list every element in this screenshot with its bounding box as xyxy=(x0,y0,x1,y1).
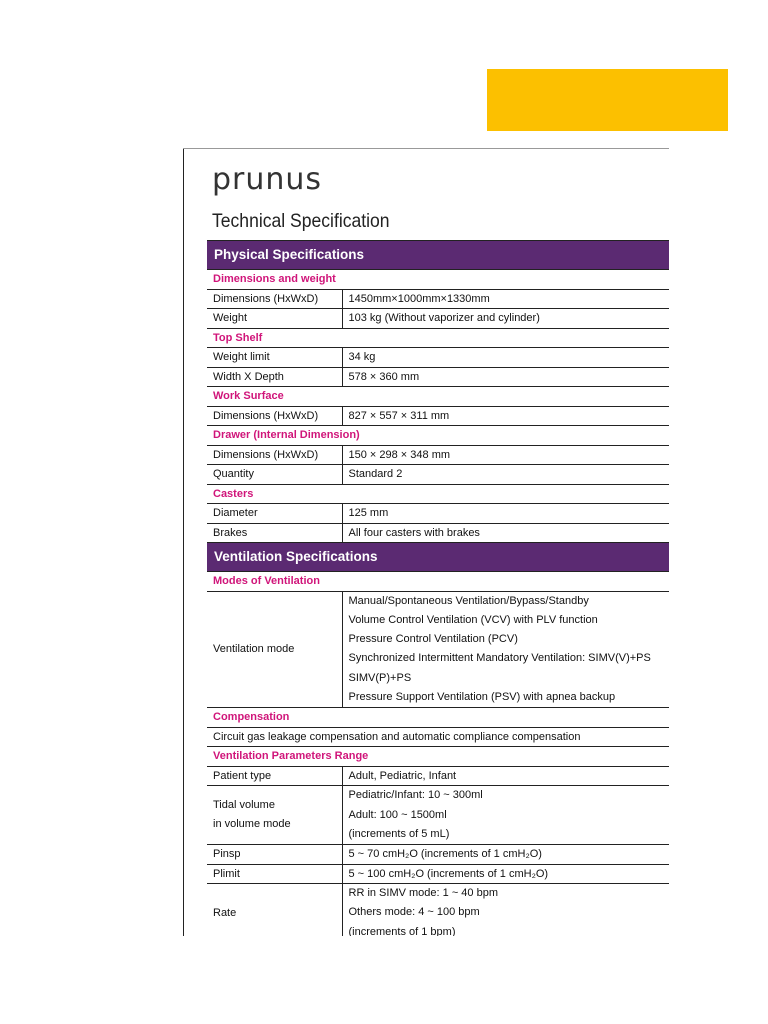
spec-value: 125 mm xyxy=(342,504,669,524)
spec-value xyxy=(342,591,669,708)
spec-value xyxy=(342,884,669,936)
section-header xyxy=(207,543,669,572)
spec-label: Plimit xyxy=(207,864,342,884)
table-row xyxy=(207,845,669,865)
spec-value: 150 × 298 × 348 mm xyxy=(342,445,669,465)
spec-value-line: RR in SIMV mode: 1 ~ 40 bpm xyxy=(348,887,498,900)
spec-value: 5 ~ 70 cmH₂O (increments of 1 cmH₂O) xyxy=(342,845,669,865)
table-row xyxy=(207,348,669,368)
spec-value-line: Pediatric/Infant: 10 ~ 300ml xyxy=(348,789,483,802)
table-row xyxy=(207,289,669,309)
group-title: Dimensions and weight xyxy=(207,270,669,290)
spec-value: Standard 2 xyxy=(342,465,669,485)
spec-label: Dimensions (HxWxD) xyxy=(207,445,342,465)
spec-label: Width X Depth xyxy=(207,367,342,387)
spec-table xyxy=(207,240,669,936)
spec-value-line: Pressure Control Ventilation (PCV) xyxy=(348,633,518,646)
group-title: Work Surface xyxy=(207,387,669,407)
table-row xyxy=(207,406,669,426)
spec-label: Diameter xyxy=(207,504,342,524)
full-width-row xyxy=(207,727,669,747)
table-row xyxy=(207,786,669,845)
spec-label: Patient type xyxy=(207,766,342,786)
group-title: Casters xyxy=(207,484,669,504)
spec-label-line: Tidal volume xyxy=(213,798,275,811)
group-title: Drawer (Internal Dimension) xyxy=(207,426,669,446)
spec-label-line: in volume mode xyxy=(213,818,291,831)
spec-value: 827 × 557 × 311 mm xyxy=(342,406,669,426)
document-border xyxy=(183,148,184,936)
document-top-border xyxy=(183,148,669,149)
group-title-row xyxy=(207,426,669,446)
table-row xyxy=(207,367,669,387)
spec-value-line: Pressure Support Ventilation (PSV) with apnea backup xyxy=(348,690,616,703)
spec-value-line: SIMV(P)+PS xyxy=(348,671,412,684)
yellow-banner xyxy=(487,69,728,131)
table-row xyxy=(207,766,669,786)
spec-value: 1450mm×1000mm×1330mm xyxy=(342,289,669,309)
group-title-row xyxy=(207,572,669,592)
table-row xyxy=(207,309,669,329)
spec-label: Quantity xyxy=(207,465,342,485)
spec-value-line: Adult: 100 ~ 1500ml xyxy=(348,808,447,821)
group-title-row xyxy=(207,387,669,407)
spec-value: 103 kg (Without vaporizer and cylinder) xyxy=(342,309,669,329)
group-title: Ventilation Parameters Range xyxy=(207,747,669,767)
group-title-row xyxy=(207,270,669,290)
spec-label: Brakes xyxy=(207,523,342,543)
table-row xyxy=(207,591,669,708)
spec-value-line: Manual/Spontaneous Ventilation/Bypass/Standby xyxy=(348,594,589,607)
group-title: Modes of Ventilation xyxy=(207,572,669,592)
spec-label: Ventilation mode xyxy=(207,591,342,708)
spec-value: 34 kg xyxy=(342,348,669,368)
spec-value-line: (increments of 5 mL) xyxy=(348,827,450,840)
table-row xyxy=(207,504,669,524)
spec-value: Adult, Pediatric, Infant xyxy=(342,766,669,786)
spec-label: Pinsp xyxy=(207,845,342,865)
group-title-row xyxy=(207,328,669,348)
group-title-row xyxy=(207,708,669,728)
group-title-row xyxy=(207,484,669,504)
full-width-value: Circuit gas leakage compensation and automatic compliance compensation xyxy=(207,727,669,747)
table-row xyxy=(207,465,669,485)
spec-label: Weight xyxy=(207,309,342,329)
group-title: Compensation xyxy=(207,708,669,728)
table-row xyxy=(207,445,669,465)
spec-value-line: (increments of 1 bpm) xyxy=(348,925,456,936)
spec-value: All four casters with brakes xyxy=(342,523,669,543)
spec-value-line: Synchronized Intermittent Mandatory Ventilation: SIMV(V)+PS xyxy=(348,652,651,665)
table-row xyxy=(207,884,669,936)
spec-label: Weight limit xyxy=(207,348,342,368)
spec-value-line: Volume Control Ventilation (VCV) with PLV function xyxy=(348,613,598,626)
section-header xyxy=(207,241,669,270)
document-title: Technical Specification xyxy=(212,210,390,232)
spec-value: 5 ~ 100 cmH₂O (increments of 1 cmH₂O) xyxy=(342,864,669,884)
prunus-logo: prunus xyxy=(212,162,323,197)
spec-label: Dimensions (HxWxD) xyxy=(207,289,342,309)
spec-value: 578 × 360 mm xyxy=(342,367,669,387)
spec-label xyxy=(207,786,342,845)
spec-value-line: Others mode: 4 ~ 100 bpm xyxy=(348,906,480,919)
table-row xyxy=(207,523,669,543)
section-header-text: Physical Specifications xyxy=(207,241,669,270)
group-title: Top Shelf xyxy=(207,328,669,348)
spec-label: Rate xyxy=(207,884,342,936)
spec-value xyxy=(342,786,669,845)
spec-label: Dimensions (HxWxD) xyxy=(207,406,342,426)
table-row xyxy=(207,864,669,884)
group-title-row xyxy=(207,747,669,767)
spec-document xyxy=(183,148,669,936)
section-header-text: Ventilation Specifications xyxy=(207,543,669,572)
